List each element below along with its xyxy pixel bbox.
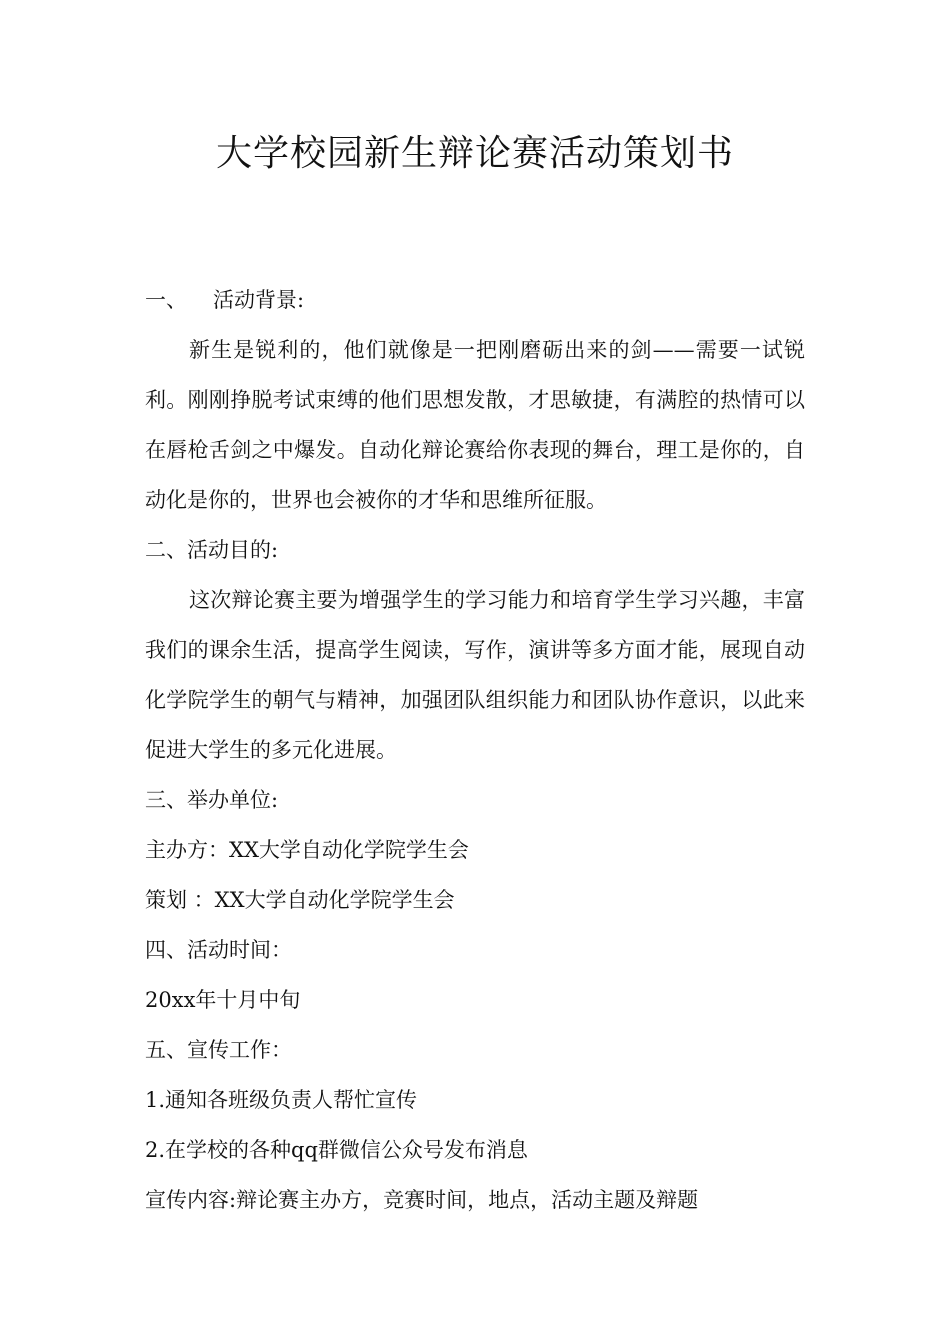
section-1-heading — [145, 275, 805, 325]
section-5-content: 宣传内容:辩论赛主办方，竞赛时间，地点，活动主题及辩题 — [145, 1188, 699, 1212]
section-1-paragraph: 新生是锐利的，他们就像是一把刚磨砺出来的剑——需要一试锐利。刚刚挣脱考试束缚的他们思想发散，才思敏捷，有满腔的热情可以在唇枪舌剑之中爆发。自动化辩论赛给你表现的舞台，理工是你的，自动化是你的，世界也会被你的才华和思维所征服。 — [145, 338, 805, 512]
section-5-item-1: 1.通知各班级负责人帮忙宣传 — [145, 1088, 418, 1112]
document-title: 大学校园新生辩论赛活动策划书 — [215, 133, 734, 174]
section-5-item-2: 2.在学校的各种qq群微信公众号发布消息 — [145, 1138, 528, 1162]
section-5-heading: 五、宣传工作： — [145, 1038, 292, 1062]
section-4-time: 20xx年十月中旬 — [145, 988, 301, 1012]
section-1-number: 一、 — [145, 288, 187, 312]
section-1-title: 活动背景: — [213, 288, 305, 312]
document-body — [145, 275, 805, 1225]
section-2-paragraph: 这次辩论赛主要为增强学生的学习能力和培育学生学习兴趣，丰富我们的课余生活，提高学生阅读，写作，演讲等多方面才能，展现自动化学院学生的朝气与精神，加强团队组织能力和团队协作意识，以此来促进大学生的多元化进展。 — [145, 588, 805, 762]
section-2-heading: 二、活动目的: — [145, 538, 279, 562]
section-3-heading: 三、举办单位: — [145, 788, 279, 812]
section-3-planner: 策划 ：XX大学自动化学院学生会 — [145, 888, 455, 912]
section-3-host: 主办方：XX大学自动化学院学生会 — [145, 838, 469, 862]
section-4-heading: 四、活动时间： — [145, 938, 292, 962]
